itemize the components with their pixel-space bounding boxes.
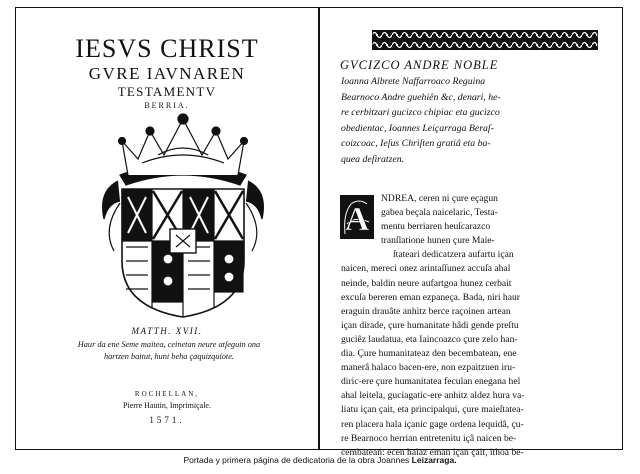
royal-coat-of-arms	[98, 111, 268, 319]
dedication-italic-block	[341, 74, 613, 168]
caption-bold-title: Leizarraga.	[411, 455, 457, 465]
italic-line: Ioanna Albrete Naffarroaco Reguina	[341, 76, 486, 87]
paragraph-line: naicen, mereci onez arintaſſunez accuſa ahal	[341, 263, 511, 275]
imprint-year: 1571.	[149, 415, 185, 425]
paragraph-line: neinde, baldin neure aufartgoa hunez cerbait	[341, 277, 512, 289]
ornamental-headband	[372, 30, 598, 50]
title-page	[16, 8, 318, 449]
title-line-2: GVRE IAVNAREN	[88, 64, 246, 83]
paragraph-line: ren placera hala içanic gage ordena lequidâ, çu-	[341, 418, 524, 430]
dedication-heading: GVCIZCO ANDRE NOBLE	[340, 58, 499, 72]
verse-reference: MATTH. XVII.	[131, 326, 203, 336]
dedication-paragraph	[341, 192, 609, 460]
italic-line: obedientac, Ioannes Leiçarraga Beraſ-	[341, 122, 494, 134]
decorated-initial-letter: A	[344, 201, 370, 238]
paragraph-line: eraguin drauâte anhitz berce raçoinen artean	[341, 305, 511, 317]
title-line-1: IESVS CHRIST	[75, 34, 259, 63]
paragraph-line: mentu berriaren heuſcarazco	[381, 221, 491, 233]
imprint-printer: Pierre Hautin, Imprimiçale.	[123, 401, 211, 410]
italic-line: quea deſiratzen.	[341, 153, 405, 165]
paragraph-line: NDREA, ceren ni çure eçagun	[381, 193, 498, 204]
paragraph-line: manerâ halaco bacen-ere, non ezpaitzuen iru-	[341, 362, 516, 374]
paragraph-line: guciêz laudatua, eta Iaincoazco çure zelo han-	[341, 333, 518, 345]
paragraph-line: excuſa bereren eman ezpaneça. Bada, niri haur	[341, 291, 520, 303]
paragraph-line: içan dirade, çure humanitate hâdi gende preſtu	[341, 319, 519, 331]
paragraph-line: diric-ere çure humanitatea feculan enegana hel	[341, 376, 521, 388]
book-spread	[15, 7, 623, 458]
paragraph-line: cembatean: ecen halaz eman içan çait, ithoa be-	[341, 446, 524, 458]
motto-line-2: hartzen baitut, huni beha çaquizquiote.	[104, 352, 234, 361]
imprint-city: ROCHELLAN,	[134, 390, 200, 398]
figure-caption	[0, 455, 640, 465]
paragraph-line: dia. Çure humanitateaz den becembatean, ene	[341, 348, 517, 360]
paragraph-line: ahal leitela, guciagatic-ere anhitz aldez hura va-	[341, 390, 525, 402]
paragraph-line: gabea beçala naicelaric, Testa-	[381, 207, 498, 219]
italic-line: re cerbitzari gucizco chipiac eta gucizco	[341, 107, 500, 119]
title-line-4: BERRIA.	[144, 101, 190, 110]
paragraph-line: ſtateari dedicatzera aufartu içan	[393, 249, 514, 261]
paragraph-line: liatu içan çait, eta principalqui, çure maieſtatea-	[341, 404, 524, 416]
paragraph-line: tranſlatione hunen çure Maie-	[381, 235, 495, 247]
caption-text: Portada y primera página de dedicatoria de la obra Joannes	[183, 455, 412, 465]
paragraph-line: re Bearnoco herrian entretenitu içâ naicen be-	[341, 432, 517, 444]
dedication-page	[320, 8, 622, 458]
italic-line: Bearnoco Andre guehiên &c, denari, he-	[341, 91, 501, 103]
italic-line: coizcoac, Ieſus Chriſten gratiâ eta ba-	[341, 138, 491, 150]
motto-line-1: Haur da ene Seme maitea, ceinetan neure atſeguin ona	[77, 340, 261, 349]
motto	[64, 339, 274, 363]
title-line-3: TESTAMENTV	[117, 84, 217, 99]
